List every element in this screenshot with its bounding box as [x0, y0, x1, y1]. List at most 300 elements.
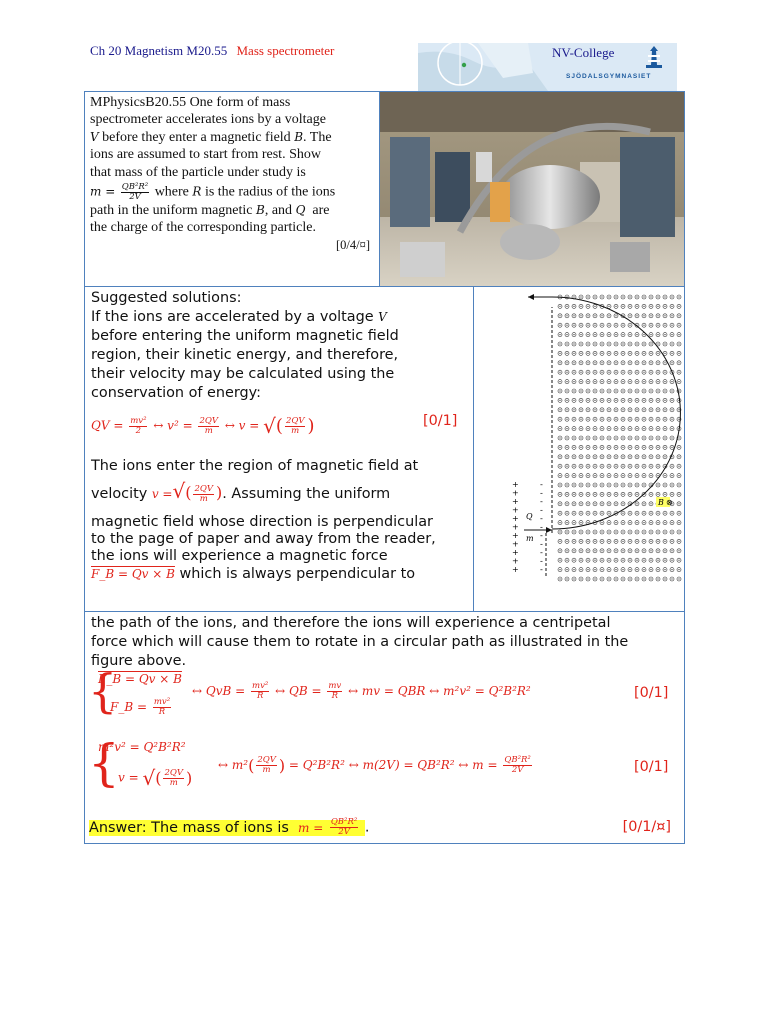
plate-charge-plus: +: [512, 556, 519, 566]
field-dot-center: [643, 466, 644, 467]
field-dot-center: [622, 296, 623, 297]
field-dot-center: [559, 560, 560, 561]
field-dot-center: [566, 353, 567, 354]
field-dot-center: [594, 437, 595, 438]
field-dot-center: [566, 381, 567, 382]
field-dot-center: [643, 390, 644, 391]
field-dot-center: [580, 560, 581, 561]
field-dot-center: [587, 578, 588, 579]
field-dot-center: [608, 381, 609, 382]
field-dot-center: [629, 550, 630, 551]
field-dot-center: [594, 447, 595, 448]
field-dot-center: [594, 306, 595, 307]
equation-part: QV =: [91, 418, 124, 433]
problem-statement: [90, 94, 376, 254]
field-dot-center: [678, 531, 679, 532]
fraction-numerator: 2QV: [194, 483, 213, 494]
field-dot-center: [601, 560, 602, 561]
field-dot-center: [566, 325, 567, 326]
field-dot-center: [608, 578, 609, 579]
field-dot-center: [622, 372, 623, 373]
field-dot-center: [671, 306, 672, 307]
field-dot-center: [601, 569, 602, 570]
mass-fraction: [121, 183, 149, 202]
field-dot-center: [587, 306, 588, 307]
field-dot-center: [636, 484, 637, 485]
field-dot-center: [580, 456, 581, 457]
field-dot-center: [580, 475, 581, 476]
field-dot-center: [636, 569, 637, 570]
field-dot-center: [566, 484, 567, 485]
field-dot-center: [650, 362, 651, 363]
field-dot-center: [643, 541, 644, 542]
field-dot-center: [678, 541, 679, 542]
field-dot-center: [657, 343, 658, 344]
solution-text: [91, 457, 471, 476]
field-dot-center: [671, 522, 672, 523]
field-dot-center: [643, 315, 644, 316]
field-dots: [558, 295, 681, 581]
field-dot-center: [566, 475, 567, 476]
field-dot-center: [622, 456, 623, 457]
field-dot-center: [594, 296, 595, 297]
field-dot-center: [566, 400, 567, 401]
field-dot-center: [573, 296, 574, 297]
field-dot-center: [678, 381, 679, 382]
field-dot-center: [664, 353, 665, 354]
problem-line: the charge of the corresponding particle.: [90, 220, 316, 236]
solution-line: figure above.: [91, 653, 187, 669]
solution-line: which is always perpendicular to: [179, 566, 416, 582]
equation-energy: QV = $\frac{\text{mv²}}{2}$ ↔ v² = $\frac{2QV}{m}$ ↔ v = √( $\frac{2QV}{m}$ ) [0/1]: [91, 413, 458, 438]
field-dot-center: [678, 503, 679, 504]
field-dot-center: [671, 541, 672, 542]
field-dot-center: [650, 343, 651, 344]
field-dot-center: [664, 381, 665, 382]
var-q: Q: [295, 203, 306, 218]
problem-line: are: [312, 203, 330, 219]
solution-line: . Assuming the uniform: [222, 486, 391, 502]
field-dot-center: [594, 484, 595, 485]
field-dot-center: [566, 522, 567, 523]
field-dot-center: [671, 419, 672, 420]
field-dot-center: [664, 362, 665, 363]
equation-part: F_B = Qv × B: [98, 672, 182, 686]
plate-charge-plus: +: [512, 514, 519, 523]
field-dot-center: [601, 513, 602, 514]
field-dot-center: [587, 343, 588, 344]
fraction: [285, 417, 306, 436]
field-dot-center: [580, 353, 581, 354]
field-dot-center: [678, 409, 679, 410]
field-dot-center: [566, 447, 567, 448]
field-dot-center: [615, 541, 616, 542]
field-dot-center: [664, 296, 665, 297]
field-dot-center: [664, 372, 665, 373]
field-dot-center: [566, 531, 567, 532]
field-dot-center: [587, 296, 588, 297]
field-dot-center: [580, 494, 581, 495]
field-dot-center: [622, 569, 623, 570]
field-dot-center: [664, 475, 665, 476]
fraction-denominator: 2V: [129, 192, 141, 203]
field-dot-center: [629, 466, 630, 467]
field-dot-center: [657, 362, 658, 363]
field-dot-center: [573, 353, 574, 354]
field-dot-center: [615, 315, 616, 316]
field-dot-center: [608, 428, 609, 429]
field-dot-center: [566, 560, 567, 561]
field-dot-center: [587, 560, 588, 561]
field-dot-center: [657, 325, 658, 326]
field-dot-center: [594, 362, 595, 363]
field-dot-center: [678, 494, 679, 495]
field-dot-center: [601, 475, 602, 476]
college-name: NV-College: [552, 45, 615, 60]
field-dot-center: [580, 513, 581, 514]
field-dot-center: [615, 390, 616, 391]
field-dot-center: [566, 343, 567, 344]
field-dot-center: [601, 334, 602, 335]
field-dot-center: [650, 306, 651, 307]
field-dot-center: [678, 456, 679, 457]
field-dot-center: [559, 437, 560, 438]
field-dot-center: [629, 353, 630, 354]
field-dot-center: [601, 325, 602, 326]
field-dot-center: [580, 522, 581, 523]
field-dot-center: [657, 569, 658, 570]
field-dot-center: [594, 456, 595, 457]
field-dot-center: [580, 569, 581, 570]
field-dot-center: [559, 541, 560, 542]
field-dot-center: [671, 578, 672, 579]
field-dot-center: [587, 456, 588, 457]
mass-equation-lhs: m =: [90, 184, 116, 199]
field-dot-center: [587, 381, 588, 382]
field-dot-center: [566, 550, 567, 551]
fraction-numerator: QB²R²: [504, 755, 531, 765]
field-dot-center: [573, 475, 574, 476]
field-dot-center: [580, 447, 581, 448]
mass-spectrometer-lab-image: [380, 92, 684, 286]
fraction-numerator: QB²R²: [121, 182, 149, 193]
field-dot-center: [636, 428, 637, 429]
field-dot-center: [643, 550, 644, 551]
field-dot-center: [573, 456, 574, 457]
field-dot-center: [664, 400, 665, 401]
field-dot-center: [636, 306, 637, 307]
fraction-numerator: mv²: [153, 697, 171, 707]
field-dot-center: [594, 466, 595, 467]
label-m: m: [526, 534, 534, 543]
field-dot-center: [594, 531, 595, 532]
field-dot-center: [622, 578, 623, 579]
field-dot-center: [566, 437, 567, 438]
field-dot-center: [615, 560, 616, 561]
field-dot-center: [559, 325, 560, 326]
field-dot-center: [587, 428, 588, 429]
field-dot-center: [573, 550, 574, 551]
field-dot-center: [622, 362, 623, 363]
solution-line: the ions will experience a magnetic force: [91, 548, 388, 564]
field-dot-center: [664, 334, 665, 335]
equation-part: F_B =: [110, 700, 148, 714]
var-v: V: [90, 129, 99, 144]
answer-text: Answer: The mass of ions is: [89, 819, 289, 836]
field-dot-center: [587, 409, 588, 410]
field-dot-center: [636, 409, 637, 410]
field-dot-center: [587, 569, 588, 570]
field-dot-center: [587, 494, 588, 495]
fraction: [503, 756, 531, 775]
field-dot-center: [566, 372, 567, 373]
field-dot-center: [580, 334, 581, 335]
field-dot-center: [664, 325, 665, 326]
field-dot-center: [622, 400, 623, 401]
field-dot-center: [650, 372, 651, 373]
field-dot-center: [573, 400, 574, 401]
plate-charge-plus: +: [512, 505, 519, 515]
field-dot-center: [601, 353, 602, 354]
field-dot-center: [629, 334, 630, 335]
fraction-numerator: 2QV: [164, 767, 183, 778]
fraction: [129, 417, 147, 436]
field-dot-center: [587, 541, 588, 542]
plate-charge-minus: -: [540, 497, 543, 506]
field-dot-center: [629, 409, 630, 410]
field-dot-center: [587, 475, 588, 476]
field-dot-center: [580, 503, 581, 504]
field-dot-center: [643, 343, 644, 344]
field-dot-center: [671, 466, 672, 467]
field-dot-center: [671, 484, 672, 485]
field-dot-center: [629, 400, 630, 401]
field-dot-center: [566, 428, 567, 429]
field-dot-center: [657, 466, 658, 467]
field-dot-center: [594, 343, 595, 344]
field-dot-center: [664, 560, 665, 561]
field-dot-center: [671, 325, 672, 326]
field-dot-center: [664, 522, 665, 523]
field-dot-center: [664, 484, 665, 485]
field-dot-center: [615, 428, 616, 429]
field-dot-center: [636, 550, 637, 551]
var-r: R: [192, 184, 202, 199]
field-dot-center: [678, 315, 679, 316]
field-dot-center: [615, 400, 616, 401]
field-dot-center: [629, 503, 630, 504]
problem-line: MPhysicsB20.55 One form of mass: [90, 95, 291, 110]
field-dot-center: [601, 372, 602, 373]
field-dot-center: [664, 343, 665, 344]
field-dot-center: [636, 475, 637, 476]
field-dot-center: [657, 494, 658, 495]
field-dot-center: [608, 409, 609, 410]
field-dot-center: [573, 372, 574, 373]
solution-text: [91, 289, 471, 403]
field-dot-center: [573, 343, 574, 344]
field-dot-center: [587, 522, 588, 523]
field-dot-center: [622, 475, 623, 476]
field-direction-icon: ⊗: [666, 498, 673, 507]
magnetic-field-figure: [474, 287, 684, 611]
field-dot-center: [573, 541, 574, 542]
field-dot-center: [643, 560, 644, 561]
field-dot-center: [573, 362, 574, 363]
field-dot-center: [664, 306, 665, 307]
field-dot-center: [622, 484, 623, 485]
field-dot-center: [657, 578, 658, 579]
field-dot-center: [608, 334, 609, 335]
field-dot-center: [636, 560, 637, 561]
field-dot-center: [608, 522, 609, 523]
field-dot-center: [559, 513, 560, 514]
fraction-numerator: 2QV: [285, 415, 305, 426]
field-dot-center: [573, 428, 574, 429]
field-dot-center: [643, 437, 644, 438]
field-dot-center: [664, 513, 665, 514]
field-dot-center: [650, 494, 651, 495]
problem-line: , and: [264, 203, 293, 219]
field-dot-center: [573, 531, 574, 532]
field-dot-center: [580, 541, 581, 542]
field-dot-center: [615, 296, 616, 297]
field-dot-center: [615, 503, 616, 504]
field-dot-center: [671, 569, 672, 570]
field-dot-center: [608, 466, 609, 467]
field-dot-center: [615, 578, 616, 579]
field-dot-center: [622, 447, 623, 448]
plate-charge-minus: -: [540, 556, 543, 566]
field-dot-center: [622, 325, 623, 326]
field-dot-center: [594, 494, 595, 495]
field-dot-center: [601, 541, 602, 542]
answer-equation: m =: [298, 820, 324, 835]
field-dot-center: [580, 315, 581, 316]
field-dot-center: [650, 447, 651, 448]
field-dot-center: [608, 541, 609, 542]
field-dot-center: [629, 390, 630, 391]
field-dot-center: [587, 353, 588, 354]
var-b: B: [294, 129, 304, 144]
solution-line: The ions enter the region of magnetic field at: [91, 458, 419, 474]
field-dot-center: [601, 400, 602, 401]
field-dot-center: [643, 569, 644, 570]
field-dot-center: [636, 400, 637, 401]
field-dot-center: [657, 560, 658, 561]
field-dot-center: [636, 513, 637, 514]
field-dot-center: [650, 522, 651, 523]
field-dot-center: [573, 466, 574, 467]
solution-line: If the ions are accelerated by a voltage: [91, 309, 374, 325]
topic-title: Mass spectrometer: [236, 43, 335, 58]
field-dot-center: [615, 362, 616, 363]
field-dot-center: [615, 334, 616, 335]
field-dot-center: [608, 437, 609, 438]
field-dot-center: [573, 419, 574, 420]
plate-charge-minus: -: [540, 514, 543, 523]
field-dot-center: [678, 475, 679, 476]
field-dot-center: [671, 409, 672, 410]
field-dot-center: [559, 362, 560, 363]
field-dot-center: [559, 578, 560, 579]
field-dot-center: [566, 334, 567, 335]
field-dot-center: [608, 372, 609, 373]
field-dot-center: [580, 372, 581, 373]
field-dot-center: [608, 343, 609, 344]
plate-charge-minus: -: [540, 548, 543, 557]
field-dot-center: [608, 569, 609, 570]
field-dot-center: [559, 569, 560, 570]
fraction-denominator: m: [199, 493, 208, 504]
field-dot-center: [657, 541, 658, 542]
field-dot-center: [678, 343, 679, 344]
plate-charge-plus: +: [512, 488, 519, 498]
field-dot-center: [601, 484, 602, 485]
field-dot-center: [608, 550, 609, 551]
field-dot-center: [608, 560, 609, 561]
field-dot-center: [615, 325, 616, 326]
field-dot-center: [664, 419, 665, 420]
field-dot-center: [629, 513, 630, 514]
field-dot-center: [573, 437, 574, 438]
field-dot-center: [608, 475, 609, 476]
field-dot-center: [671, 400, 672, 401]
field-dot-center: [580, 296, 581, 297]
field-dot-center: [643, 447, 644, 448]
field-dot-center: [657, 484, 658, 485]
equation-part: v =: [151, 487, 173, 501]
field-dot-center: [573, 513, 574, 514]
equation-system-mass: { m²v² = Q²B²R² v = √( $\frac{2QV}{m}$ ) ↔ m²( $\frac{2QV}{m}$ ) = Q²B²R² ↔ m(2V) = QB²R² ↔ m = $\frac{\text{QB²R²}}{2V}$ [0/1]: [88, 734, 669, 792]
fraction: [198, 417, 219, 436]
problem-line: ions are assumed to start from rest. Show: [90, 147, 321, 163]
field-dot-center: [601, 456, 602, 457]
field-dot-center: [615, 550, 616, 551]
field-dot-center: [566, 569, 567, 570]
field-dot-center: [594, 353, 595, 354]
field-dot-center: [601, 503, 602, 504]
field-dot-center: [594, 428, 595, 429]
field-dot-center: [566, 494, 567, 495]
field-dot-center: [580, 419, 581, 420]
field-dot-center: [650, 475, 651, 476]
field-dot-center: [608, 325, 609, 326]
field-dot-center: [650, 456, 651, 457]
label-q: Q: [526, 512, 533, 521]
fraction-denominator: m: [262, 765, 271, 775]
field-dot-center: [636, 531, 637, 532]
field-dot-center: [636, 494, 637, 495]
field-dot-center: [573, 325, 574, 326]
plate-charge-minus: -: [540, 531, 543, 540]
field-dot-center: [580, 409, 581, 410]
field-dot-center: [650, 437, 651, 438]
exit-arrow-icon: [528, 294, 534, 300]
field-dot-center: [566, 419, 567, 420]
field-dot-center: [629, 437, 630, 438]
problem-line: that mass of the particle under study is: [90, 164, 306, 180]
field-dot-center: [629, 372, 630, 373]
solution-line: force which will cause them to rotate in a circular path as illustrated in the: [91, 634, 629, 650]
field-dot-center: [580, 325, 581, 326]
field-dot-center: [594, 409, 595, 410]
map-graphic: [418, 43, 677, 91]
field-dot-center: [559, 447, 560, 448]
field-dot-center: [608, 419, 609, 420]
field-dot-center: [587, 334, 588, 335]
field-dot-center: [671, 531, 672, 532]
